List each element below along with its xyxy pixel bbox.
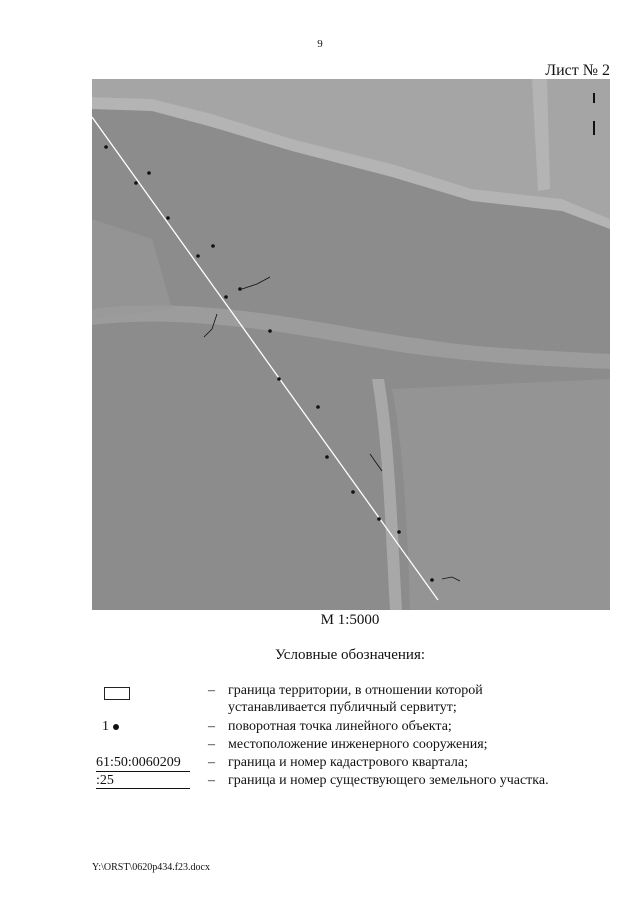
servitude-boundary-icon bbox=[104, 687, 130, 700]
sheet-label: Лист № 2 bbox=[545, 62, 610, 79]
map-field-right bbox=[392, 379, 610, 610]
turning-point-number: 1 bbox=[102, 719, 109, 734]
page-number: 9 bbox=[317, 38, 323, 50]
turning-point bbox=[238, 287, 242, 291]
legend-item-servitude-boundary: – граница территории, в отношении которой устанавливается публичный сервитут; bbox=[92, 682, 612, 718]
legend-item-engineering-structure: – местоположение инженерного сооружения; bbox=[92, 736, 612, 754]
legend-item-cadastral-quarter: 61:50:0060209 – граница и номер кадастрового квартала; bbox=[92, 754, 612, 772]
turning-point bbox=[104, 145, 108, 149]
cadastral-map bbox=[92, 79, 610, 610]
scale-bar-icon bbox=[593, 121, 595, 135]
turning-point bbox=[196, 254, 200, 258]
turning-point bbox=[430, 578, 434, 582]
turning-point bbox=[325, 455, 329, 459]
north-arrow-icon bbox=[593, 93, 595, 103]
legend-item-land-plot: :25 – граница и номер существующего земельного участка. bbox=[92, 772, 612, 790]
legend-text: граница территории, в отношении которой bbox=[228, 683, 483, 698]
legend-item-turning-point: 1 – поворотная точка линейного объекта; bbox=[92, 718, 612, 736]
land-plot-line bbox=[96, 788, 190, 789]
turning-point bbox=[377, 517, 381, 521]
legend-title: Условные обозначения: bbox=[274, 647, 426, 663]
file-path-footer: Y:\ORST\0620p434.f23.docx bbox=[92, 862, 210, 873]
turning-point bbox=[211, 244, 215, 248]
map-scale: М 1:5000 bbox=[320, 612, 380, 628]
legend-text: поворотная точка линейного объекта; bbox=[228, 719, 452, 734]
turning-point bbox=[224, 295, 228, 299]
legend-text: местоположение инженерного сооружения; bbox=[228, 737, 488, 752]
turning-point bbox=[397, 530, 401, 534]
legend-text: граница и номер кадастрового квартала; bbox=[228, 755, 468, 770]
turning-point bbox=[316, 405, 320, 409]
legend-text: граница и номер существующего земельного участка. bbox=[228, 773, 549, 788]
turning-point bbox=[147, 171, 151, 175]
land-plot-number: :25 bbox=[96, 773, 114, 788]
cadastral-quarter-number: 61:50:0060209 bbox=[96, 755, 181, 770]
turning-point bbox=[268, 329, 272, 333]
legend-text: устанавливается публичный сервитут; bbox=[228, 700, 457, 715]
turning-point bbox=[166, 216, 170, 220]
turning-point bbox=[277, 377, 281, 381]
turning-point bbox=[351, 490, 355, 494]
turning-point-icon bbox=[113, 724, 119, 730]
turning-point bbox=[134, 181, 138, 185]
